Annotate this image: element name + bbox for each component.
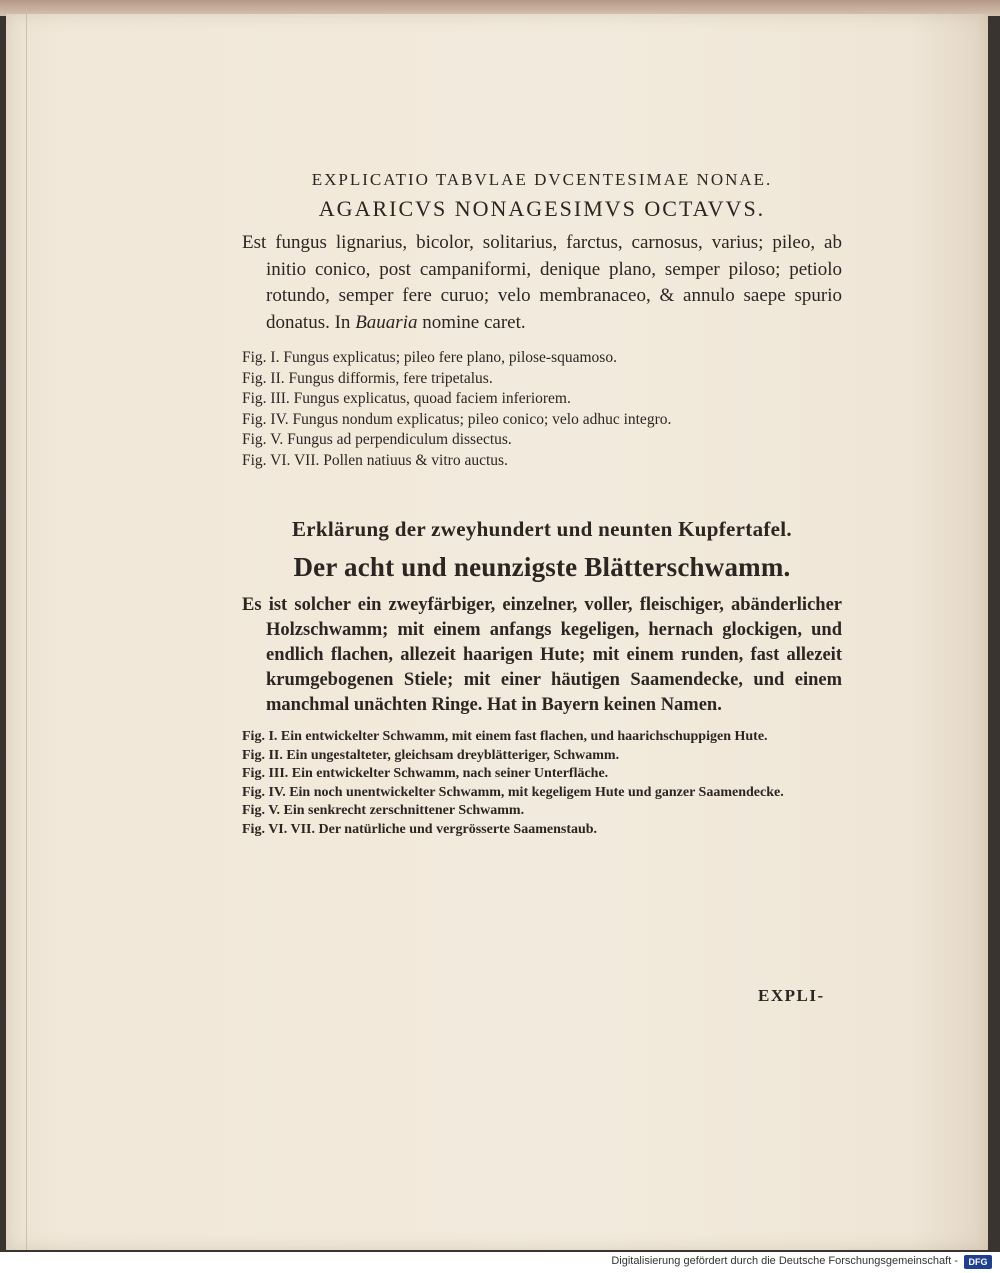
latin-figure-item: Fig. I. Fungus explicatus; pileo fere plano, pilose-squamoso. (242, 349, 617, 366)
latin-figure-list (242, 348, 842, 471)
latin-description (242, 230, 842, 336)
page-edge (6, 14, 27, 1250)
german-title: Der acht und neunzigste Blätterschwamm. (293, 552, 791, 582)
german-heading: Erklärung der zweyhundert und neunten Kupfertafel. (292, 517, 792, 541)
latin-place-name: Bauaria (355, 311, 418, 333)
german-description: Es ist solcher ein zweyfärbiger, einzelner, voller, fleischiger, abänderlicher Holzschwamm; mit einem anfangs kegeligen, hernach glockigen, und endlich flachen, allezeit haarigen Hute; mit einem runden, fast allezeit krumgebogenen Stiele; mit einer häutigen Saamendecke, und einem manchmal unächten Ringe. Hat in Bayern keinen Namen. (242, 595, 842, 715)
german-figure-item: Fig. V. Ein senkrecht zerschnittener Schwamm. (242, 803, 525, 818)
latin-figure-item: Fig. IV. Fungus nondum explicatus; pileo conico; velo adhuc integro. (242, 410, 672, 428)
latin-description-text-a: Est fungus lignarius, bicolor, solitarius, farctus, carnosus, varius; pileo, ab initio conico, post campaniformi, denique plano, semper piloso; petiolo rotundo, semper fere curuo; velo membranaceo, & annulo saepe spurio donatus. In (242, 232, 842, 333)
latin-heading: EXPLICATIO TABVLAE DVCENTESIMAE NONAE. (311, 170, 773, 189)
german-figure-item: Fig. IV. Ein noch unentwickelter Schwamm, mit kegeligem Hute und ganzer Saamendecke. (242, 784, 784, 800)
digitization-credit: Digitalisierung gefördert durch die Deutsche Forschungsgemeinschaft - (611, 1255, 958, 1267)
page-content (242, 170, 842, 839)
latin-figure-item: Fig. VI. VII. Pollen natiuus & vitro auctus. (242, 451, 508, 469)
german-section (242, 517, 842, 839)
latin-figure-item: Fig. III. Fungus explicatus, quoad faciem inferiorem. (242, 390, 571, 407)
latin-figure-item: Fig. V. Fungus ad perpendiculum dissectus. (242, 431, 512, 448)
footer-bar (0, 1252, 1000, 1273)
german-figure-item: Fig. III. Ein entwickelter Schwamm, nach seiner Unterfläche. (242, 766, 609, 781)
german-figure-item: Fig. VI. VII. Der natürliche und vergrösserte Saamenstaub. (242, 821, 598, 837)
german-figure-list (242, 728, 842, 839)
latin-title: AGARICVS NONAGESIMVS OCTAVVS. (318, 196, 766, 221)
german-figure-item: Fig. I. Ein entwickelter Schwamm, mit einem fast flachen, und haarichschuppigen Hute. (242, 729, 768, 744)
dfg-logo-icon: DFG (964, 1255, 992, 1269)
german-figure-item: Fig. II. Ein ungestalteter, gleichsam dreyblätteriger, Schwamm. (242, 747, 620, 763)
catchword: EXPLI- (758, 986, 825, 1005)
latin-description-text-b: nomine caret. (417, 311, 526, 333)
latin-figure-item: Fig. II. Fungus difformis, fere tripetalus. (242, 369, 493, 387)
